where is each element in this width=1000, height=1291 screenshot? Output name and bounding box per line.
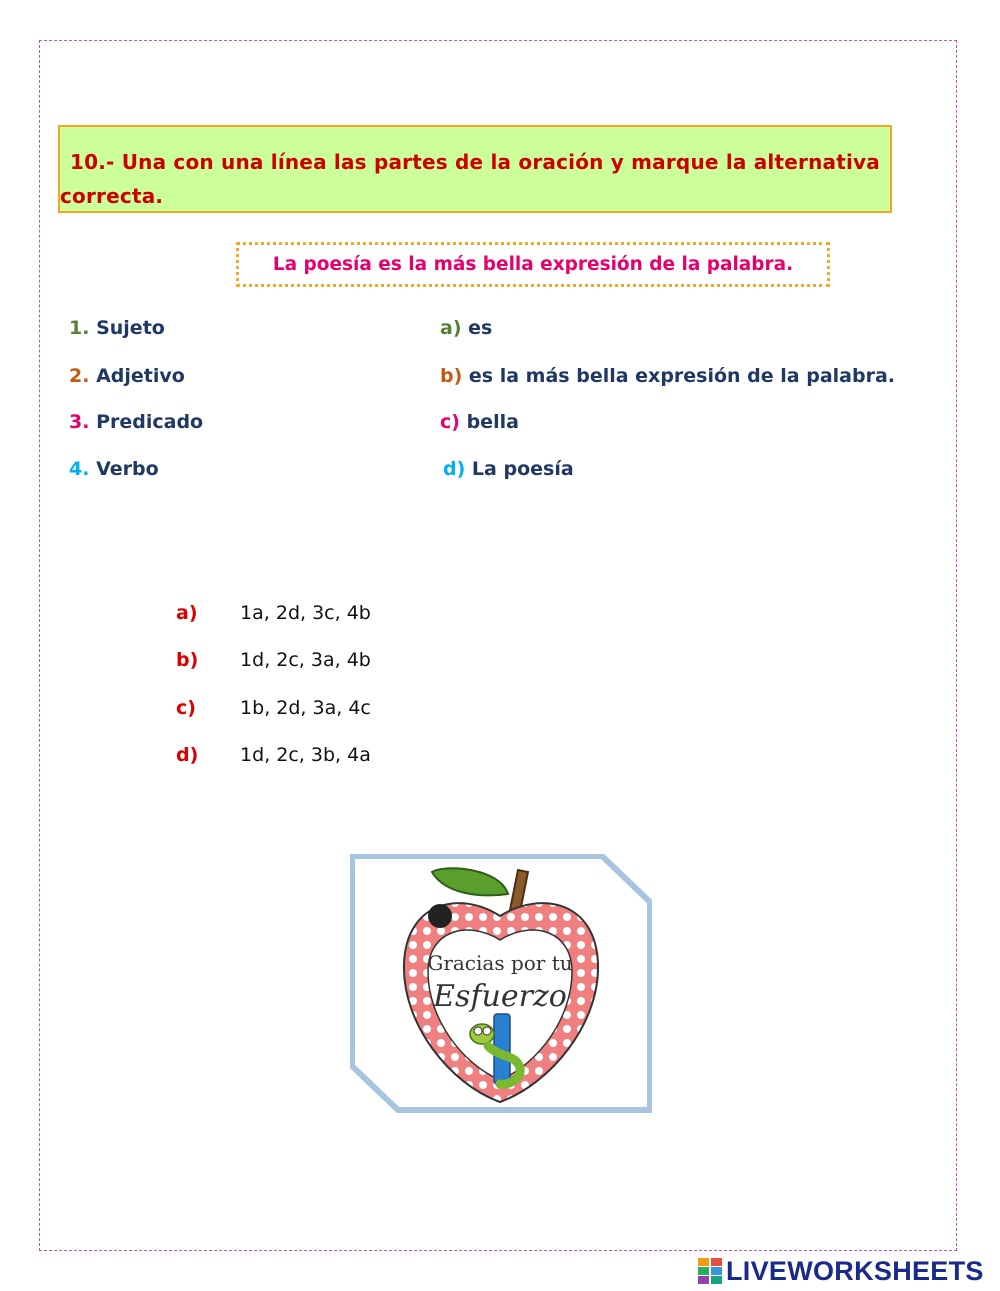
left-item-number: 3. [69, 411, 90, 433]
option-letter: d) [176, 744, 199, 766]
left-item-3[interactable] [69, 411, 203, 433]
option-d[interactable] [176, 744, 371, 766]
option-a[interactable] [176, 602, 371, 624]
right-item-label: es [468, 317, 493, 339]
question-line-2: correcta. [60, 184, 164, 208]
badge-text-line-2: Esfuerzo [433, 979, 567, 1014]
option-value: 1d, 2c, 3a, 4b [240, 649, 371, 671]
right-item-label: bella [466, 411, 519, 433]
right-item-b[interactable] [440, 365, 895, 387]
sentence-text: La poesía es la más bella expresión de la palabra. [272, 254, 794, 275]
left-item-label: Adjetivo [96, 365, 185, 387]
option-letter: a) [176, 602, 198, 624]
liveworksheets-logo-icon [698, 1258, 722, 1284]
option-value: 1a, 2d, 3c, 4b [240, 602, 371, 624]
right-item-label: es la más bella expresión de la palabra. [468, 365, 896, 387]
left-item-label: Verbo [96, 458, 159, 480]
left-item-number: 1. [69, 317, 90, 339]
right-item-letter: d) [443, 458, 466, 480]
right-item-a[interactable] [440, 317, 492, 339]
thank-you-badge [350, 854, 652, 1114]
right-item-d[interactable] [443, 458, 574, 480]
left-item-number: 2. [69, 365, 90, 387]
right-item-letter: a) [440, 317, 462, 339]
right-item-letter: b) [440, 365, 463, 387]
liveworksheets-brand-text: LIVEWORKSHEETS [726, 1255, 984, 1286]
left-item-2[interactable] [69, 365, 185, 387]
right-item-label: La poesía [471, 458, 574, 480]
right-item-c[interactable] [440, 411, 519, 433]
option-value: 1b, 2d, 3a, 4c [240, 697, 371, 719]
question-box [58, 125, 892, 213]
badge-text-line-1: Gracias por tu [427, 951, 573, 975]
option-c[interactable] [176, 697, 371, 719]
option-b[interactable] [176, 649, 371, 671]
left-item-1[interactable] [69, 317, 165, 339]
option-letter: b) [176, 649, 199, 671]
option-value: 1d, 2c, 3b, 4a [240, 744, 371, 766]
sentence-box [236, 242, 830, 287]
right-item-letter: c) [440, 411, 460, 433]
apple-badge-image [350, 854, 652, 1114]
left-item-4[interactable] [69, 458, 159, 480]
liveworksheets-logo[interactable] [698, 1256, 984, 1286]
question-line-1: 10.- Una con una línea las partes de la oración y marque la alternativa [70, 150, 880, 174]
left-item-label: Sujeto [96, 317, 165, 339]
left-item-label: Predicado [96, 411, 204, 433]
option-letter: c) [176, 697, 196, 719]
left-item-number: 4. [69, 458, 90, 480]
